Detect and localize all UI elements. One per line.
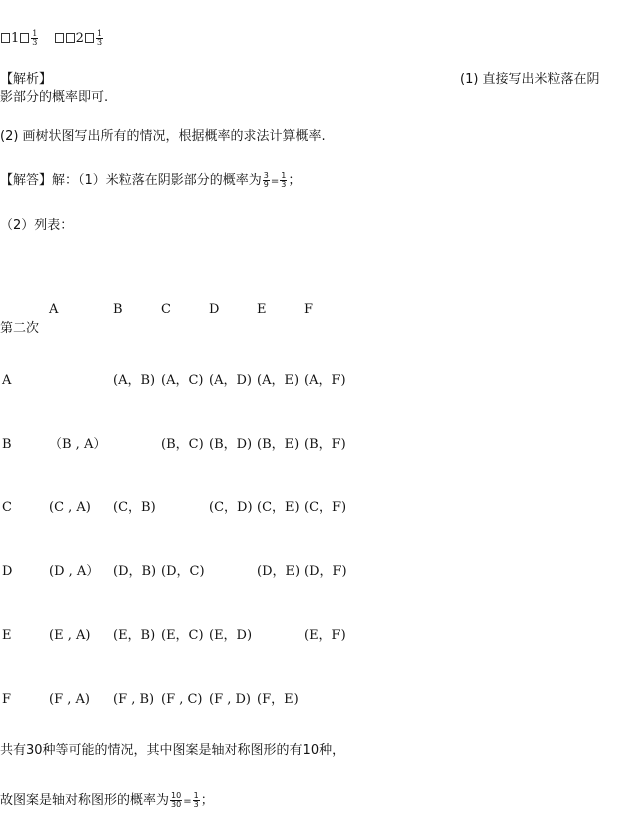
analysis-line1-cont: 影部分的概率即可.: [0, 90, 109, 105]
answer-part2-label: 2: [75, 31, 84, 46]
placeholder-glyph: [85, 33, 94, 43]
table-cell: (D , A）: [49, 564, 100, 579]
row-label-d: D: [2, 564, 13, 579]
table-cell: (F，E): [257, 692, 299, 707]
table-cell: (E，C): [161, 628, 204, 643]
table-cell: (E，B): [113, 628, 156, 643]
placeholder-glyph: [66, 33, 75, 43]
solution-fraction-2: $\frac{1}{3}$: [281, 171, 287, 189]
conclusion-end: ；: [200, 793, 214, 808]
table-cell: (A，B): [113, 373, 156, 388]
solution-end: ；: [288, 173, 302, 188]
solution-line: [0, 172, 301, 190]
table-cell: (D，B): [113, 564, 157, 579]
table-cell: (C，E): [257, 500, 300, 515]
table-cell: (D，C): [161, 564, 205, 579]
solution-equals: =: [270, 176, 280, 187]
conclusion-prefix: 故图案是轴对称图形的概率为: [0, 793, 170, 808]
table-cell: (D，E): [257, 564, 301, 579]
table-cell: (D，F): [304, 564, 347, 579]
table-cell: （B , A）: [49, 437, 107, 452]
analysis-header: 【解析】: [0, 72, 53, 87]
table-cell: (A，C): [161, 373, 204, 388]
table-cell: (C，F): [304, 500, 347, 515]
conclusion-fraction-1: $\frac{10}{30}$: [171, 791, 182, 809]
table-cell: (E，F): [304, 628, 346, 643]
table-cell: (A，D): [209, 373, 252, 388]
row-label-c: C: [2, 500, 12, 515]
analysis-line1-right: (1) 直接写出米粒落在阴: [460, 72, 600, 87]
table-cell: (A，E): [257, 373, 300, 388]
table-cell: (B，C): [161, 437, 204, 452]
placeholder-glyph: [20, 33, 29, 43]
table-cell: (E , A): [49, 628, 91, 643]
answer-part1-label: 1: [11, 31, 20, 46]
row-label-b: B: [2, 437, 12, 452]
placeholder-glyph: [1, 33, 10, 43]
table-cell: (C，B): [113, 500, 156, 515]
col-header-d: D: [209, 302, 220, 317]
table-cell: (C , A): [49, 500, 91, 515]
table-cell: (A，F): [304, 373, 346, 388]
analysis-line2: (2) 画树状图写出所有的情况，根据概率的求法计算概率.: [0, 129, 326, 144]
row-label-f: F: [2, 692, 12, 707]
placeholder-glyph: [55, 33, 64, 43]
table-cell: (B，E): [257, 437, 300, 452]
answer-part2-fraction: $\frac{1}{3}$: [96, 29, 103, 47]
solution-part2-label: （2）列表：: [0, 218, 74, 233]
answer-line: [0, 30, 104, 47]
table-corner-label: 第二次: [0, 321, 40, 336]
col-header-f: F: [304, 302, 314, 317]
solution-header: 【解答】解：（1）米粒落在阴影部分的概率为: [0, 173, 262, 188]
col-header-c: C: [161, 302, 171, 317]
row-label-a: A: [2, 373, 12, 388]
conclusion-fraction-2: $\frac{1}{3}$: [193, 791, 199, 809]
table-cell: (F , B): [113, 692, 155, 707]
conclusion-line1: 共有30种等可能的情况，其中图案是轴对称图形的有10种，: [0, 743, 346, 758]
conclusion-equals: =: [183, 796, 192, 807]
table-cell: (E，D): [209, 628, 253, 643]
row-label-e: E: [2, 628, 12, 643]
conclusion-line2: [0, 792, 214, 810]
table-cell: (F , C): [161, 692, 203, 707]
table-cell: (B，F): [304, 437, 346, 452]
col-header-a: A: [49, 302, 59, 317]
col-header-b: B: [113, 302, 123, 317]
col-header-e: E: [257, 302, 267, 317]
answer-part1-fraction: $\frac{1}{3}$: [32, 29, 38, 47]
table-cell: (C，D): [209, 500, 253, 515]
table-cell: (B，D): [209, 437, 253, 452]
table-cell: (F , A): [49, 692, 90, 707]
table-cell: (F , D): [209, 692, 251, 707]
solution-fraction-1: $\frac{3}{9}$: [263, 171, 269, 189]
